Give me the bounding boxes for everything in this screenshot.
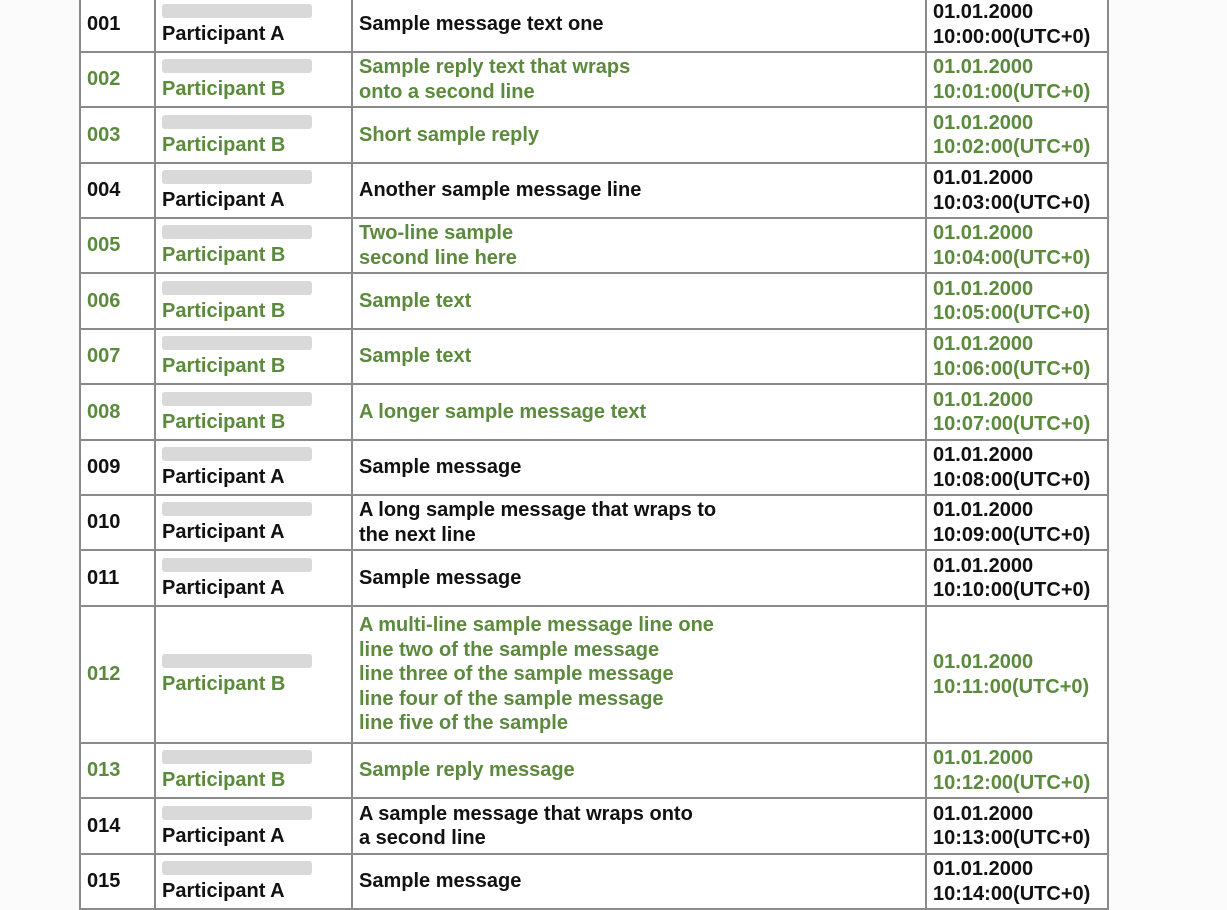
sender-cell (155, 384, 352, 440)
row-number: 002 (80, 52, 155, 107)
message-cell (352, 218, 926, 273)
table-row (80, 329, 1108, 384)
timestamp-cell (926, 107, 1108, 163)
redacted-sender-id (162, 447, 312, 461)
sender-name: Participant B (162, 244, 286, 267)
sender-cell (155, 52, 352, 107)
table-row (80, 798, 1108, 854)
message-line: second line here (359, 246, 517, 269)
message-cell (352, 329, 926, 384)
timestamp-cell (926, 384, 1108, 440)
redacted-sender-id (162, 750, 312, 764)
message-log-table (79, 0, 1109, 910)
sender-cell (155, 218, 352, 273)
message-cell (352, 273, 926, 329)
message-date: 01.01.2000 (933, 499, 1034, 521)
message-line: Sample message text one (359, 13, 604, 36)
message-date: 01.01.2000 (933, 333, 1034, 355)
redacted-sender-id (162, 115, 312, 129)
sender-name: Participant A (162, 23, 285, 46)
sender-name: Participant A (162, 880, 285, 903)
timestamp-cell (926, 329, 1108, 384)
table-row (80, 218, 1108, 273)
table-row (80, 384, 1108, 440)
timestamp-cell (926, 606, 1108, 743)
row-number: 001 (80, 0, 155, 52)
message-line: Sample message (359, 566, 522, 589)
message-date: 01.01.2000 (933, 802, 1034, 825)
message-line: line five of the sample (359, 712, 568, 735)
table-row (80, 107, 1108, 163)
sender-cell (155, 495, 352, 550)
message-time: 10:11:00(UTC+0) (933, 675, 1090, 698)
sender-cell (155, 0, 352, 52)
message-time: 10:08:00(UTC+0) (933, 468, 1091, 491)
row-number: 012 (80, 606, 155, 743)
sender-name: Participant A (162, 466, 285, 489)
row-number: 009 (80, 440, 155, 495)
message-line: Sample message (359, 456, 522, 479)
message-date: 01.01.2000 (933, 651, 1034, 673)
message-time: 10:13:00(UTC+0) (933, 827, 1091, 849)
sender-cell (155, 798, 352, 854)
sender-cell (155, 743, 352, 798)
row-number: 008 (80, 384, 155, 440)
message-cell (352, 440, 926, 495)
message-line: the next line (359, 523, 476, 546)
message-cell (352, 384, 926, 440)
message-date: 01.01.2000 (933, 111, 1034, 134)
message-time: 10:09:00(UTC+0) (933, 523, 1091, 546)
redacted-sender-id (162, 654, 312, 668)
sender-name: Participant A (162, 576, 285, 599)
message-cell (352, 107, 926, 163)
message-line: A multi-line sample message line one (359, 614, 714, 637)
message-line: line two of the sample message (359, 638, 660, 661)
table-row (80, 52, 1108, 107)
message-time: 10:07:00(UTC+0) (933, 413, 1091, 435)
message-line: A sample message that wraps onto (359, 802, 693, 825)
message-date: 01.01.2000 (933, 167, 1034, 189)
table-row (80, 495, 1108, 550)
table-row (80, 163, 1108, 218)
redacted-sender-id (162, 392, 312, 406)
sender-name: Participant B (162, 410, 286, 433)
message-date: 01.01.2000 (933, 747, 1034, 769)
sender-cell (155, 107, 352, 163)
message-time: 10:03:00(UTC+0) (933, 191, 1091, 214)
table-row (80, 606, 1108, 743)
message-log-body (80, 0, 1108, 909)
redacted-sender-id (162, 558, 312, 572)
sender-name: Participant B (162, 133, 286, 156)
table-row (80, 440, 1108, 495)
message-line: Short sample reply (359, 123, 540, 146)
sender-name: Participant A (162, 824, 285, 847)
message-time: 10:02:00(UTC+0) (933, 136, 1091, 158)
message-time: 10:06:00(UTC+0) (933, 357, 1091, 380)
message-date: 01.01.2000 (933, 444, 1034, 466)
message-line: A longer sample message text (359, 400, 647, 423)
message-line: Another sample message line (359, 179, 642, 202)
sender-name: Participant A (162, 521, 285, 544)
message-line: Sample text (359, 289, 472, 312)
table-row (80, 854, 1108, 909)
redacted-sender-id (162, 225, 312, 239)
sender-name: Participant B (162, 355, 286, 378)
timestamp-cell (926, 0, 1108, 52)
row-number: 011 (80, 550, 155, 606)
timestamp-cell (926, 743, 1108, 798)
timestamp-cell (926, 854, 1108, 909)
sender-name: Participant B (162, 769, 286, 792)
sender-cell (155, 273, 352, 329)
sender-cell (155, 550, 352, 606)
timestamp-cell (926, 163, 1108, 218)
sender-name: Participant B (162, 78, 286, 101)
sender-cell (155, 440, 352, 495)
message-line: onto a second line (359, 80, 535, 103)
message-line: Sample reply message (359, 759, 575, 782)
message-cell (352, 606, 926, 743)
timestamp-cell (926, 273, 1108, 329)
message-time: 10:01:00(UTC+0) (933, 80, 1091, 103)
message-date: 01.01.2000 (933, 554, 1034, 577)
message-cell (352, 743, 926, 798)
timestamp-cell (926, 52, 1108, 107)
message-line: A long sample message that wraps to (359, 499, 717, 521)
message-time: 10:05:00(UTC+0) (933, 302, 1091, 324)
sender-name: Participant B (162, 299, 286, 322)
redacted-sender-id (162, 4, 312, 18)
message-time: 10:04:00(UTC+0) (933, 246, 1091, 269)
row-number: 010 (80, 495, 155, 550)
sender-name: Participant B (162, 673, 286, 696)
table-row (80, 0, 1108, 52)
message-cell (352, 52, 926, 107)
message-line: Sample reply text that wraps (359, 56, 631, 78)
message-line: a second line (359, 827, 486, 849)
row-number: 004 (80, 163, 155, 218)
message-line: Sample text (359, 345, 472, 368)
table-row (80, 273, 1108, 329)
row-number: 013 (80, 743, 155, 798)
timestamp-cell (926, 798, 1108, 854)
message-line: Two-line sample (359, 222, 514, 244)
message-line: line three of the sample message (359, 663, 674, 686)
message-time: 10:14:00(UTC+0) (933, 882, 1091, 905)
message-line: Sample message (359, 870, 522, 893)
timestamp-cell (926, 495, 1108, 550)
sender-cell (155, 163, 352, 218)
row-number: 003 (80, 107, 155, 163)
message-cell (352, 550, 926, 606)
timestamp-cell (926, 218, 1108, 273)
message-date: 01.01.2000 (933, 388, 1034, 411)
message-cell (352, 163, 926, 218)
sender-cell (155, 854, 352, 909)
message-date: 01.01.2000 (933, 222, 1034, 244)
message-date: 01.01.2000 (933, 277, 1034, 300)
message-cell (352, 854, 926, 909)
redacted-sender-id (162, 861, 312, 875)
timestamp-cell (926, 440, 1108, 495)
timestamp-cell (926, 550, 1108, 606)
message-cell (352, 0, 926, 52)
redacted-sender-id (162, 281, 312, 295)
table-row (80, 550, 1108, 606)
message-cell (352, 798, 926, 854)
message-time: 10:12:00(UTC+0) (933, 771, 1091, 794)
message-time: 10:10:00(UTC+0) (933, 579, 1091, 601)
message-line: line four of the sample message (359, 687, 664, 710)
message-cell (352, 495, 926, 550)
sender-cell (155, 329, 352, 384)
row-number: 005 (80, 218, 155, 273)
message-date: 01.01.2000 (933, 858, 1034, 880)
redacted-sender-id (162, 336, 312, 350)
message-date: 01.01.2000 (933, 1, 1034, 23)
redacted-sender-id (162, 502, 312, 516)
redacted-sender-id (162, 170, 312, 184)
redacted-sender-id (162, 59, 312, 73)
row-number: 014 (80, 798, 155, 854)
sender-name: Participant A (162, 189, 285, 212)
table-row (80, 743, 1108, 798)
message-date: 01.01.2000 (933, 56, 1034, 78)
sender-cell (155, 606, 352, 743)
message-time: 10:00:00(UTC+0) (933, 25, 1091, 48)
row-number: 015 (80, 854, 155, 909)
row-number: 007 (80, 329, 155, 384)
row-number: 006 (80, 273, 155, 329)
redacted-sender-id (162, 806, 312, 820)
